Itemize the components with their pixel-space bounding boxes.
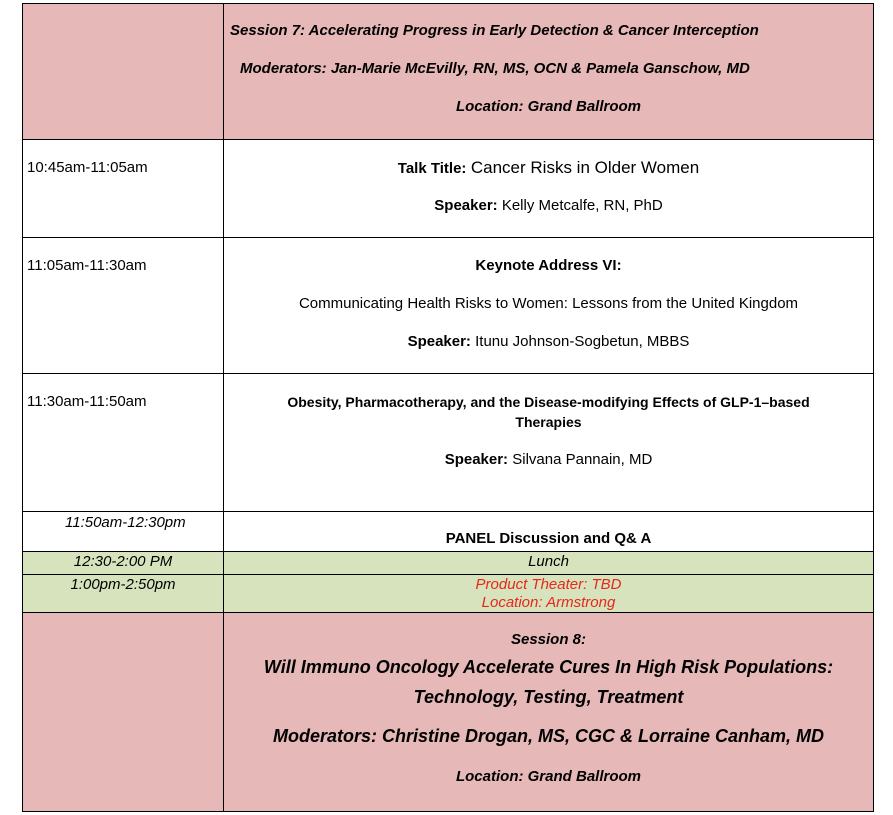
talk2-speaker: Itunu Johnson-Sogbetun, MBBS	[475, 333, 690, 350]
talk2-title: Communicating Health Risks to Women: Lessons from the United Kingdom	[298, 295, 799, 312]
session8-time-cell	[23, 613, 224, 812]
talk3-title: Obesity, Pharmacotherapy, and the Disease-modifying Effects of GLP-1–based Therapies	[287, 394, 810, 430]
agenda-table	[22, 3, 874, 812]
session7-moderators: Moderators: Jan-Marie McEvilly, RN, MS, OCN & Pamela Ganschow, MD	[240, 60, 750, 77]
talk2-time-text: 11:05am-11:30am	[27, 257, 147, 274]
talk2-cell	[224, 238, 874, 374]
panel-time-text: 11:50am-12:30pm	[65, 514, 186, 531]
theater-time	[23, 575, 224, 613]
talk1-speaker-label: Speaker:	[434, 197, 498, 214]
session8-title-line2: Technology, Testing, Treatment	[413, 687, 684, 707]
panel-cell	[224, 512, 874, 552]
talk3-cell	[224, 374, 874, 512]
talk3-time-text: 11:30am-11:50am	[27, 393, 147, 410]
talk3-row	[23, 374, 874, 512]
talk3-speaker-line	[224, 451, 873, 468]
session8-cell	[224, 613, 874, 812]
lunch-time	[23, 552, 224, 575]
theater-time-text: 1:00pm-2:50pm	[70, 576, 176, 593]
lunch-row	[23, 552, 874, 575]
talk1-speaker: Kelly Metcalfe, RN, PhD	[501, 197, 663, 214]
lunch-cell	[224, 552, 874, 575]
talk3-speaker-label: Speaker:	[444, 451, 509, 468]
talk2-heading: Keynote Address VI:	[475, 257, 622, 274]
talk1-title-line	[224, 158, 873, 178]
talk3-speaker: Silvana Pannain, MD	[512, 451, 653, 468]
session8-label: Session 8:	[510, 631, 587, 648]
panel-row	[23, 512, 874, 552]
session7-row	[23, 4, 874, 140]
talk1-cell	[224, 140, 874, 238]
session8-title-line1: Will Immuno Oncology Accelerate Cures In High Risk Populations:	[263, 657, 834, 677]
talk1-row	[23, 140, 874, 238]
panel-title: PANEL Discussion and Q& A	[445, 530, 652, 547]
lunch-time-text: 12:30-2:00 PM	[73, 553, 173, 570]
session7-title: Session 7: Accelerating Progress in Early Detection & Cancer Interception	[230, 22, 759, 39]
session8-row	[23, 613, 874, 812]
theater-row	[23, 575, 874, 613]
session8-moderators: Moderators: Christine Drogan, MS, CGC & Lorraine Canham, MD	[272, 726, 825, 746]
session7-time-cell	[23, 4, 224, 140]
lunch-title: Lunch	[528, 553, 569, 570]
talk1-title-label: Talk Title:	[397, 160, 467, 177]
talk1-time	[23, 140, 224, 238]
theater-cell	[224, 575, 874, 613]
session7-cell	[224, 4, 874, 140]
talk2-speaker-line	[224, 333, 873, 350]
theater-title: Product Theater: TBD	[475, 576, 622, 593]
theater-location: Location: Armstrong	[481, 594, 616, 611]
talk1-time-text: 10:45am-11:05am	[27, 159, 148, 176]
talk2-row	[23, 238, 874, 374]
session8-location: Location: Grand Ballroom	[455, 768, 641, 785]
talk1-title: Cancer Risks in Older Women	[470, 158, 700, 177]
panel-time	[23, 512, 224, 552]
session7-location: Location: Grand Ballroom	[455, 98, 641, 115]
talk1-speaker-line	[224, 197, 873, 214]
talk2-time	[23, 238, 224, 374]
talk3-time	[23, 374, 224, 512]
talk2-speaker-label: Speaker:	[407, 333, 471, 350]
